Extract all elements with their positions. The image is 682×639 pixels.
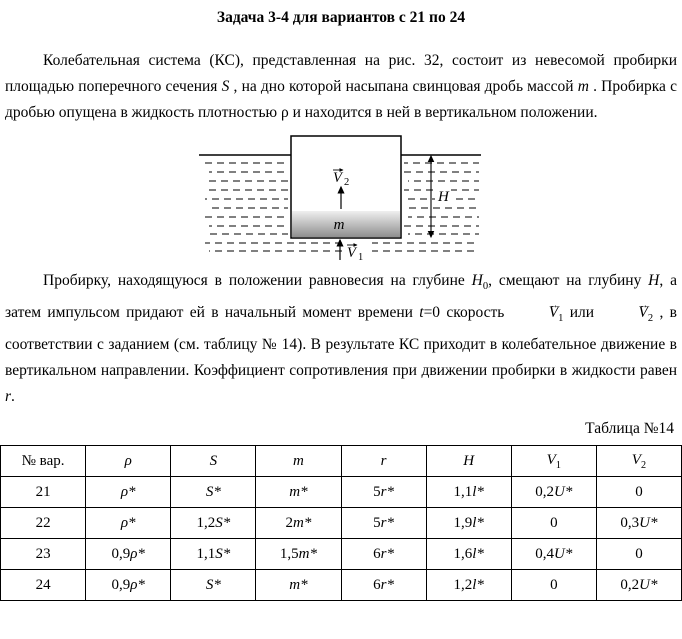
col-header-v1: $V_1$ xyxy=(511,446,596,477)
value-cell: 0,2U* xyxy=(511,477,596,508)
value-cell: 1,9l* xyxy=(426,508,511,539)
text-segment: Пробирку, находящуюся в положении равновесия на глубине xyxy=(43,272,472,289)
table-caption: Таблица №14 xyxy=(585,420,674,438)
svg-text:V: V xyxy=(347,245,356,261)
value-cell: 1,2S* xyxy=(171,508,256,539)
value-cell: 1,1S* xyxy=(171,539,256,570)
value-cell: 1,1l* xyxy=(426,477,511,508)
figure-oscillating-system xyxy=(0,130,682,266)
variant-cell: 21 xyxy=(1,477,86,508)
col-header-v2: $V_2$ xyxy=(596,446,681,477)
value-cell: 6r* xyxy=(341,570,426,601)
text-segment: или xyxy=(563,304,601,322)
depth-dimension xyxy=(431,156,451,237)
water-dashes-left xyxy=(205,163,288,234)
value-cell: m* xyxy=(256,477,341,508)
table-row xyxy=(1,477,682,508)
text-segment: m xyxy=(577,78,589,95)
text-segment: , на дно которой насыпана свинцовая дробь массой xyxy=(229,78,578,95)
value-cell: ρ* xyxy=(86,508,171,539)
mass-label: m xyxy=(333,217,345,233)
value-cell: 5r* xyxy=(341,508,426,539)
water-dashes-bottom xyxy=(205,243,479,251)
value-cell: 0 xyxy=(511,570,596,601)
table-header-row xyxy=(1,446,682,477)
value-cell: 6r* xyxy=(341,539,426,570)
table-row xyxy=(1,539,682,570)
col-header-m: m xyxy=(256,446,341,477)
table-row xyxy=(1,508,682,539)
text-segment: . Пробирка с дробью опущена в жидкость плотностью ρ и находится в ней в вертикальном положении. xyxy=(5,78,677,121)
col-header-rho: ρ xyxy=(86,446,171,477)
value-cell: S* xyxy=(171,477,256,508)
value-cell: 0 xyxy=(596,477,681,508)
col-header-s: S xyxy=(171,446,256,477)
text-segment: r xyxy=(5,388,12,406)
col-header-variant: № вар. xyxy=(1,446,86,477)
value-cell: 2m* xyxy=(256,508,341,539)
value-cell: 0 xyxy=(596,539,681,570)
vector-symbol: → V xyxy=(600,300,647,326)
value-cell: 0,2U* xyxy=(596,570,681,601)
value-cell: 0,9ρ* xyxy=(86,539,171,570)
text-segment: Колебательная система (КС), представленная на рис. 32, состоит из невесомой пробирки площадью поперечного сечения xyxy=(5,52,677,95)
text-segment: , в соответствии с заданием (см. таблицу № 14). В результате КС приходит в колебательное движение в вертикальном направлении. Коэффициент сопротивления при движении пробирки в жидкости равен xyxy=(5,304,677,380)
value-cell: m* xyxy=(256,570,341,601)
paragraph-task-description xyxy=(5,268,677,410)
text-segment: t xyxy=(419,304,424,322)
text-segment: 2 xyxy=(647,313,654,325)
value-cell: 0,3U* xyxy=(596,508,681,539)
text-segment: 1 xyxy=(558,313,564,325)
variant-cell: 24 xyxy=(1,570,86,601)
value-cell: 0,9ρ* xyxy=(86,570,171,601)
svg-text:1: 1 xyxy=(358,252,364,263)
col-header-h: H xyxy=(426,446,511,477)
figure-svg xyxy=(191,130,491,266)
variant-cell: 23 xyxy=(1,539,86,570)
table-row xyxy=(1,570,682,601)
value-cell: S* xyxy=(171,570,256,601)
lead-shot-band xyxy=(292,211,400,237)
value-cell: 0 xyxy=(511,508,596,539)
text-segment: . xyxy=(11,388,15,406)
value-cell: ρ* xyxy=(86,477,171,508)
text-segment: S xyxy=(221,78,230,95)
text-segment: , а затем импульсом придают ей в начальный момент времени xyxy=(5,272,677,322)
vector-symbol: → V xyxy=(511,300,558,326)
value-cell: 1,2l* xyxy=(426,570,511,601)
svg-text:V: V xyxy=(333,170,342,186)
variant-cell: 22 xyxy=(1,508,86,539)
value-cell: 5r* xyxy=(341,477,426,508)
text-segment: =0 скорость xyxy=(423,304,511,322)
value-cell: 1,5m* xyxy=(256,539,341,570)
page-title: Задача 3-4 для вариантов с 21 по 24 xyxy=(216,9,466,26)
svg-text:2: 2 xyxy=(344,177,350,188)
v1-label xyxy=(344,241,372,263)
text-segment: H xyxy=(471,272,483,289)
text-segment: H xyxy=(648,272,660,289)
depth-label: H xyxy=(438,189,449,205)
value-cell: 0,4U* xyxy=(511,539,596,570)
text-segment: 0 xyxy=(482,281,489,293)
variants-table xyxy=(0,445,682,601)
text-segment: , смещают на глубину xyxy=(488,272,649,289)
paragraph-problem-description xyxy=(5,48,677,126)
col-header-r: r xyxy=(341,446,426,477)
value-cell: 1,6l* xyxy=(426,539,511,570)
